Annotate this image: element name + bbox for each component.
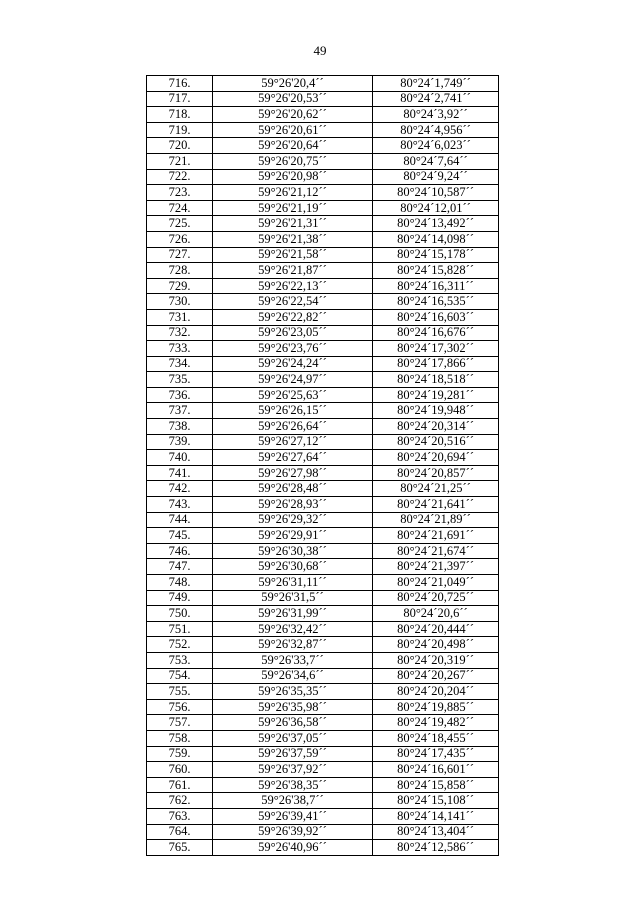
table-row bbox=[147, 637, 499, 653]
table-row bbox=[147, 762, 499, 778]
table-row bbox=[147, 341, 499, 357]
table-row bbox=[147, 512, 499, 528]
longitude-cell: 80°24´20,516´´ bbox=[373, 434, 499, 450]
table-row bbox=[147, 559, 499, 575]
latitude-cell: 59°26'31,5´´ bbox=[213, 590, 373, 606]
point-number-cell: 742. bbox=[147, 481, 213, 497]
latitude-cell: 59°26'21,31´´ bbox=[213, 216, 373, 232]
longitude-cell: 80°24´15,828´´ bbox=[373, 263, 499, 279]
table-row bbox=[147, 840, 499, 856]
longitude-cell: 80°24´20,319´´ bbox=[373, 652, 499, 668]
latitude-cell: 59°26'37,59´´ bbox=[213, 746, 373, 762]
point-number-cell: 759. bbox=[147, 746, 213, 762]
table-row bbox=[147, 777, 499, 793]
table-row bbox=[147, 325, 499, 341]
point-number-cell: 764. bbox=[147, 824, 213, 840]
latitude-cell: 59°26'21,87´´ bbox=[213, 263, 373, 279]
table-row bbox=[147, 715, 499, 731]
table-row bbox=[147, 730, 499, 746]
longitude-cell: 80°24´21,049´´ bbox=[373, 575, 499, 591]
point-number-cell: 740. bbox=[147, 450, 213, 466]
point-number-cell: 761. bbox=[147, 777, 213, 793]
table-row bbox=[147, 278, 499, 294]
latitude-cell: 59°26'37,05´´ bbox=[213, 730, 373, 746]
latitude-cell: 59°26'20,75´´ bbox=[213, 153, 373, 169]
table-row bbox=[147, 403, 499, 419]
latitude-cell: 59°26'20,98´´ bbox=[213, 169, 373, 185]
point-number-cell: 751. bbox=[147, 621, 213, 637]
longitude-cell: 80°24´15,858´´ bbox=[373, 777, 499, 793]
table-row bbox=[147, 481, 499, 497]
table-row bbox=[147, 200, 499, 216]
latitude-cell: 59°26'20,4´´ bbox=[213, 76, 373, 92]
latitude-cell: 59°26'24,97´´ bbox=[213, 372, 373, 388]
table-row bbox=[147, 185, 499, 201]
point-number-cell: 748. bbox=[147, 575, 213, 591]
longitude-cell: 80°24´21,25´´ bbox=[373, 481, 499, 497]
table-row bbox=[147, 153, 499, 169]
table-row bbox=[147, 668, 499, 684]
latitude-cell: 59°26'27,98´´ bbox=[213, 465, 373, 481]
point-number-cell: 726. bbox=[147, 231, 213, 247]
point-number-cell: 729. bbox=[147, 278, 213, 294]
latitude-cell: 59°26'20,61´´ bbox=[213, 122, 373, 138]
longitude-cell: 80°24´19,885´´ bbox=[373, 699, 499, 715]
latitude-cell: 59°26'23,76´´ bbox=[213, 341, 373, 357]
table-row bbox=[147, 107, 499, 123]
longitude-cell: 80°24´20,314´´ bbox=[373, 419, 499, 435]
point-number-cell: 758. bbox=[147, 730, 213, 746]
longitude-cell: 80°24´20,444´´ bbox=[373, 621, 499, 637]
longitude-cell: 80°24´9,24´´ bbox=[373, 169, 499, 185]
point-number-cell: 747. bbox=[147, 559, 213, 575]
point-number-cell: 757. bbox=[147, 715, 213, 731]
table-row bbox=[147, 91, 499, 107]
longitude-cell: 80°24´19,482´´ bbox=[373, 715, 499, 731]
latitude-cell: 59°26'35,98´´ bbox=[213, 699, 373, 715]
point-number-cell: 765. bbox=[147, 840, 213, 856]
table-row bbox=[147, 372, 499, 388]
table-row bbox=[147, 263, 499, 279]
point-number-cell: 756. bbox=[147, 699, 213, 715]
longitude-cell: 80°24´21,691´´ bbox=[373, 528, 499, 544]
table-row bbox=[147, 450, 499, 466]
longitude-cell: 80°24´2,741´´ bbox=[373, 91, 499, 107]
point-number-cell: 736. bbox=[147, 387, 213, 403]
latitude-cell: 59°26'39,41´´ bbox=[213, 808, 373, 824]
point-number-cell: 721. bbox=[147, 153, 213, 169]
point-number-cell: 741. bbox=[147, 465, 213, 481]
longitude-cell: 80°24´16,676´´ bbox=[373, 325, 499, 341]
point-number-cell: 728. bbox=[147, 263, 213, 279]
point-number-cell: 745. bbox=[147, 528, 213, 544]
latitude-cell: 59°26'30,68´´ bbox=[213, 559, 373, 575]
table-row bbox=[147, 76, 499, 92]
table-row bbox=[147, 231, 499, 247]
table-row bbox=[147, 169, 499, 185]
latitude-cell: 59°26'20,53´´ bbox=[213, 91, 373, 107]
point-number-cell: 731. bbox=[147, 309, 213, 325]
longitude-cell: 80°24´13,404´´ bbox=[373, 824, 499, 840]
point-number-cell: 735. bbox=[147, 372, 213, 388]
table-row bbox=[147, 652, 499, 668]
longitude-cell: 80°24´20,498´´ bbox=[373, 637, 499, 653]
latitude-cell: 59°26'35,35´´ bbox=[213, 684, 373, 700]
latitude-cell: 59°26'29,91´´ bbox=[213, 528, 373, 544]
longitude-cell: 80°24´4,956´´ bbox=[373, 122, 499, 138]
point-number-cell: 727. bbox=[147, 247, 213, 263]
point-number-cell: 750. bbox=[147, 606, 213, 622]
point-number-cell: 725. bbox=[147, 216, 213, 232]
latitude-cell: 59°26'20,64´´ bbox=[213, 138, 373, 154]
longitude-cell: 80°24´15,178´´ bbox=[373, 247, 499, 263]
longitude-cell: 80°24´20,725´´ bbox=[373, 590, 499, 606]
table-row bbox=[147, 606, 499, 622]
longitude-cell: 80°24´12,01´´ bbox=[373, 200, 499, 216]
latitude-cell: 59°26'28,48´´ bbox=[213, 481, 373, 497]
longitude-cell: 80°24´14,098´´ bbox=[373, 231, 499, 247]
latitude-cell: 59°26'33,7´´ bbox=[213, 652, 373, 668]
point-number-cell: 749. bbox=[147, 590, 213, 606]
table-row bbox=[147, 746, 499, 762]
table-row bbox=[147, 793, 499, 809]
latitude-cell: 59°26'22,82´´ bbox=[213, 309, 373, 325]
latitude-cell: 59°26'34,6´´ bbox=[213, 668, 373, 684]
longitude-cell: 80°24´20,267´´ bbox=[373, 668, 499, 684]
latitude-cell: 59°26'32,42´´ bbox=[213, 621, 373, 637]
point-number-cell: 730. bbox=[147, 294, 213, 310]
table-row bbox=[147, 824, 499, 840]
longitude-cell: 80°24´21,397´´ bbox=[373, 559, 499, 575]
table-row bbox=[147, 699, 499, 715]
latitude-cell: 59°26'26,64´´ bbox=[213, 419, 373, 435]
latitude-cell: 59°26'36,58´´ bbox=[213, 715, 373, 731]
point-number-cell: 754. bbox=[147, 668, 213, 684]
table-row bbox=[147, 247, 499, 263]
table-row bbox=[147, 356, 499, 372]
coordinates-table-body bbox=[147, 76, 499, 856]
point-number-cell: 717. bbox=[147, 91, 213, 107]
latitude-cell: 59°26'24,24´´ bbox=[213, 356, 373, 372]
table-row bbox=[147, 309, 499, 325]
table-row bbox=[147, 216, 499, 232]
latitude-cell: 59°26'39,92´´ bbox=[213, 824, 373, 840]
longitude-cell: 80°24´19,948´´ bbox=[373, 403, 499, 419]
latitude-cell: 59°26'27,64´´ bbox=[213, 450, 373, 466]
longitude-cell: 80°24´15,108´´ bbox=[373, 793, 499, 809]
table-row bbox=[147, 434, 499, 450]
longitude-cell: 80°24´14,141´´ bbox=[373, 808, 499, 824]
point-number-cell: 763. bbox=[147, 808, 213, 824]
latitude-cell: 59°26'21,12´´ bbox=[213, 185, 373, 201]
latitude-cell: 59°26'26,15´´ bbox=[213, 403, 373, 419]
latitude-cell: 59°26'30,38´´ bbox=[213, 543, 373, 559]
point-number-cell: 733. bbox=[147, 341, 213, 357]
latitude-cell: 59°26'27,12´´ bbox=[213, 434, 373, 450]
point-number-cell: 732. bbox=[147, 325, 213, 341]
coordinates-table bbox=[146, 75, 499, 856]
point-number-cell: 734. bbox=[147, 356, 213, 372]
point-number-cell: 724. bbox=[147, 200, 213, 216]
point-number-cell: 737. bbox=[147, 403, 213, 419]
table-row bbox=[147, 387, 499, 403]
table-row bbox=[147, 497, 499, 513]
point-number-cell: 744. bbox=[147, 512, 213, 528]
table-row bbox=[147, 543, 499, 559]
table-row bbox=[147, 419, 499, 435]
latitude-cell: 59°26'29,32´´ bbox=[213, 512, 373, 528]
longitude-cell: 80°24´1,749´´ bbox=[373, 76, 499, 92]
table-row bbox=[147, 808, 499, 824]
longitude-cell: 80°24´3,92´´ bbox=[373, 107, 499, 123]
point-number-cell: 738. bbox=[147, 419, 213, 435]
latitude-cell: 59°26'40,96´´ bbox=[213, 840, 373, 856]
longitude-cell: 80°24´17,302´´ bbox=[373, 341, 499, 357]
longitude-cell: 80°24´20,204´´ bbox=[373, 684, 499, 700]
longitude-cell: 80°24´20,694´´ bbox=[373, 450, 499, 466]
table-row bbox=[147, 528, 499, 544]
latitude-cell: 59°26'31,99´´ bbox=[213, 606, 373, 622]
latitude-cell: 59°26'20,62´´ bbox=[213, 107, 373, 123]
point-number-cell: 752. bbox=[147, 637, 213, 653]
longitude-cell: 80°24´19,281´´ bbox=[373, 387, 499, 403]
longitude-cell: 80°24´16,311´´ bbox=[373, 278, 499, 294]
table-row bbox=[147, 122, 499, 138]
point-number-cell: 722. bbox=[147, 169, 213, 185]
longitude-cell: 80°24´10,587´´ bbox=[373, 185, 499, 201]
point-number-cell: 716. bbox=[147, 76, 213, 92]
latitude-cell: 59°26'38,35´´ bbox=[213, 777, 373, 793]
longitude-cell: 80°24´17,435´´ bbox=[373, 746, 499, 762]
longitude-cell: 80°24´13,492´´ bbox=[373, 216, 499, 232]
point-number-cell: 746. bbox=[147, 543, 213, 559]
longitude-cell: 80°24´16,603´´ bbox=[373, 309, 499, 325]
latitude-cell: 59°26'21,19´´ bbox=[213, 200, 373, 216]
latitude-cell: 59°26'28,93´´ bbox=[213, 497, 373, 513]
longitude-cell: 80°24´21,641´´ bbox=[373, 497, 499, 513]
table-row bbox=[147, 294, 499, 310]
latitude-cell: 59°26'31,11´´ bbox=[213, 575, 373, 591]
latitude-cell: 59°26'21,58´´ bbox=[213, 247, 373, 263]
longitude-cell: 80°24´16,601´´ bbox=[373, 762, 499, 778]
latitude-cell: 59°26'21,38´´ bbox=[213, 231, 373, 247]
latitude-cell: 59°26'37,92´´ bbox=[213, 762, 373, 778]
table-row bbox=[147, 621, 499, 637]
point-number-cell: 753. bbox=[147, 652, 213, 668]
point-number-cell: 718. bbox=[147, 107, 213, 123]
table-row bbox=[147, 590, 499, 606]
point-number-cell: 719. bbox=[147, 122, 213, 138]
page-number: 49 bbox=[313, 43, 327, 58]
latitude-cell: 59°26'25,63´´ bbox=[213, 387, 373, 403]
point-number-cell: 760. bbox=[147, 762, 213, 778]
table-row bbox=[147, 465, 499, 481]
point-number-cell: 723. bbox=[147, 185, 213, 201]
longitude-cell: 80°24´18,455´´ bbox=[373, 730, 499, 746]
point-number-cell: 762. bbox=[147, 793, 213, 809]
latitude-cell: 59°26'32,87´´ bbox=[213, 637, 373, 653]
latitude-cell: 59°26'22,13´´ bbox=[213, 278, 373, 294]
longitude-cell: 80°24´18,518´´ bbox=[373, 372, 499, 388]
latitude-cell: 59°26'23,05´´ bbox=[213, 325, 373, 341]
point-number-cell: 739. bbox=[147, 434, 213, 450]
longitude-cell: 80°24´12,586´´ bbox=[373, 840, 499, 856]
longitude-cell: 80°24´21,89´´ bbox=[373, 512, 499, 528]
table-row bbox=[147, 138, 499, 154]
longitude-cell: 80°24´16,535´´ bbox=[373, 294, 499, 310]
table-row bbox=[147, 684, 499, 700]
latitude-cell: 59°26'38,7´´ bbox=[213, 793, 373, 809]
latitude-cell: 59°26'22,54´´ bbox=[213, 294, 373, 310]
longitude-cell: 80°24´17,866´´ bbox=[373, 356, 499, 372]
point-number-cell: 743. bbox=[147, 497, 213, 513]
longitude-cell: 80°24´7,64´´ bbox=[373, 153, 499, 169]
table-row bbox=[147, 575, 499, 591]
longitude-cell: 80°24´20,6´´ bbox=[373, 606, 499, 622]
longitude-cell: 80°24´6,023´´ bbox=[373, 138, 499, 154]
longitude-cell: 80°24´20,857´´ bbox=[373, 465, 499, 481]
point-number-cell: 720. bbox=[147, 138, 213, 154]
longitude-cell: 80°24´21,674´´ bbox=[373, 543, 499, 559]
point-number-cell: 755. bbox=[147, 684, 213, 700]
